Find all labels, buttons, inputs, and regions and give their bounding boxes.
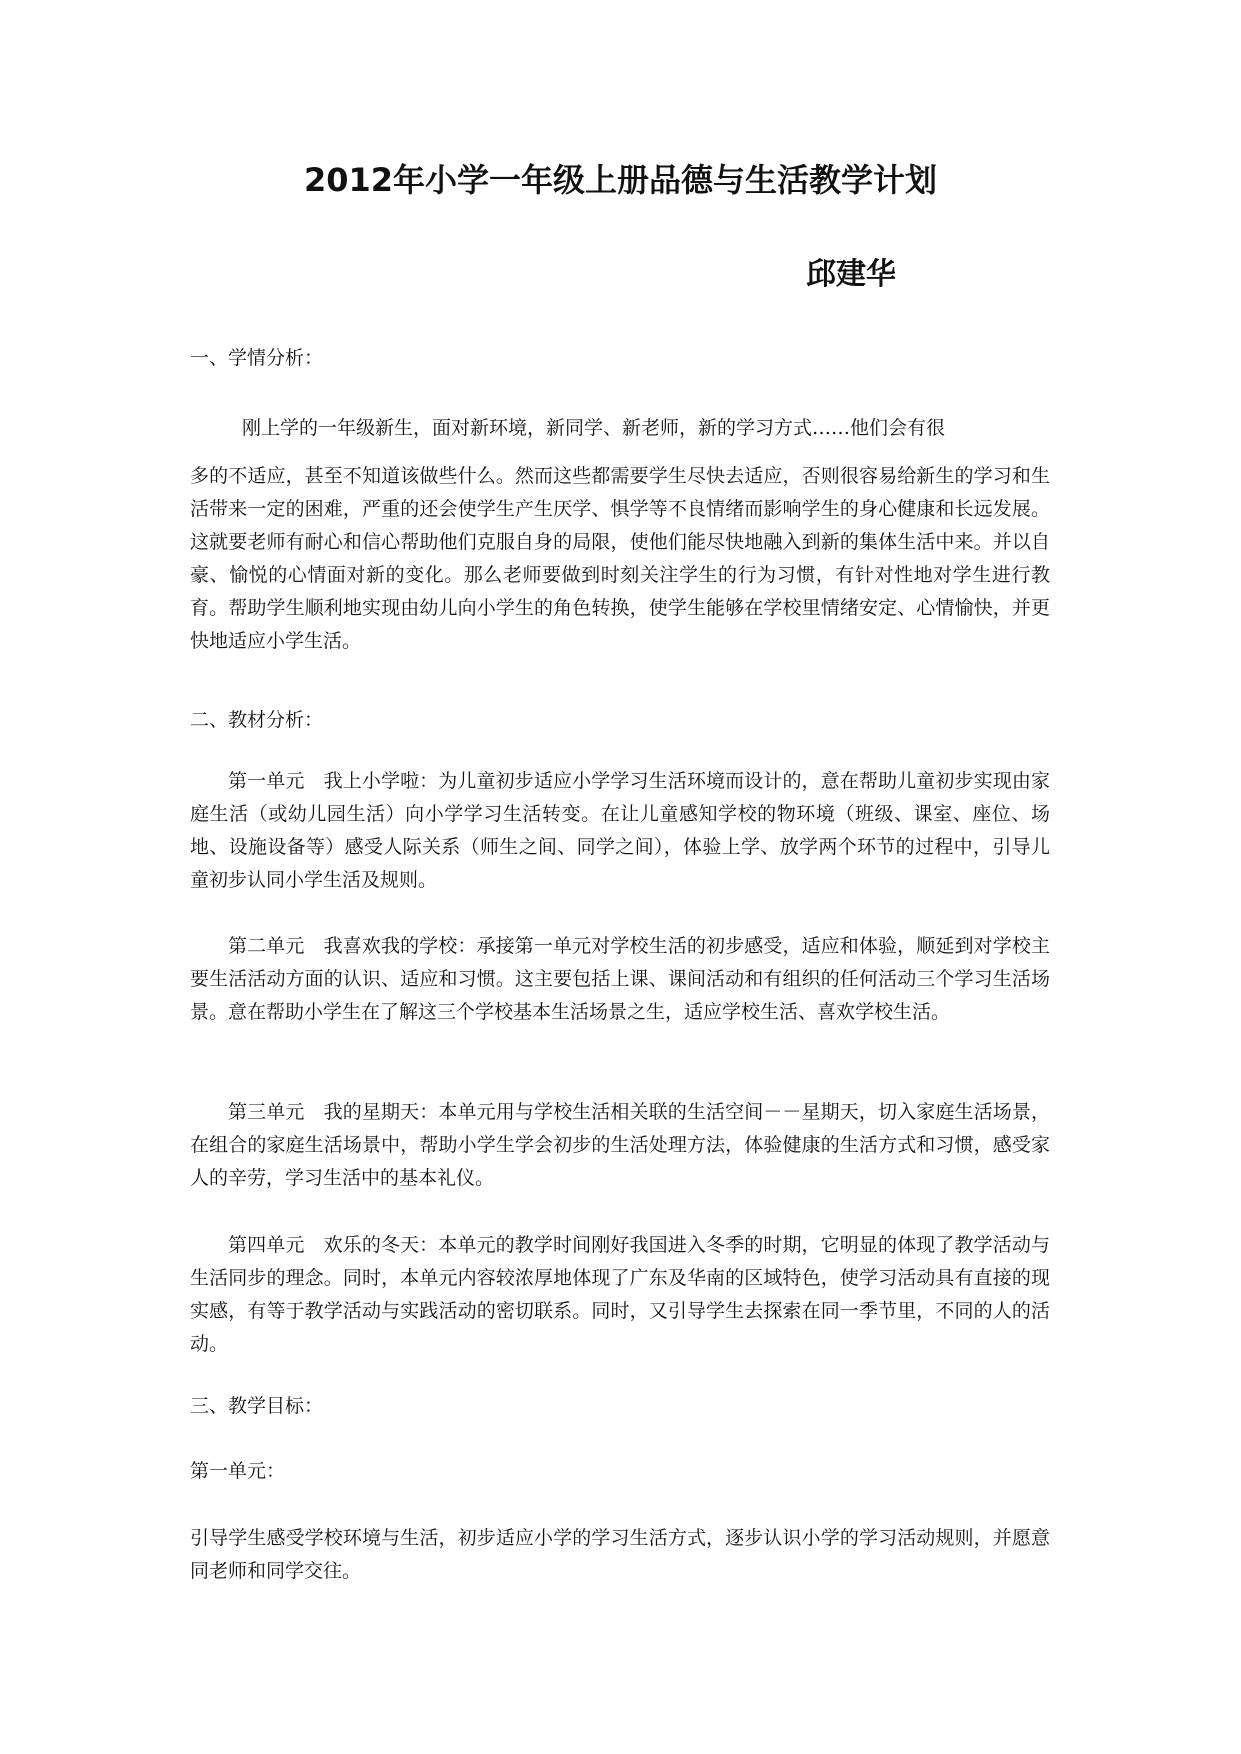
subheading-unit-1: 第一单元： bbox=[190, 1460, 286, 1482]
paragraph-unit-2: 第二单元 我喜欢我的学校：承接第一单元对学校生活的初步感受，适应和体验，顺延到对学校主要生活活动方面的认识、适应和习惯。这主要包括上课、课间活动和有组织的任何活动三个学习生活场景。意在帮助小学生在了解这三个学校基本生活场景之生，适应学校生活、喜欢学校生活。 bbox=[190, 935, 1050, 1023]
author-name: 邱建华 bbox=[806, 257, 896, 292]
paragraph-unit-4: 第四单元 欢乐的冬天：本单元的教学时间刚好我国进入冬季的时期，它明显的体现了教学活动与生活同步的理念。同时，本单元内容较浓厚地体现了广东及华南的区域特色，使学习活动具有直接的现实感，有等于教学活动与实践活动的密切联系。同时，又引导学生去探索在同一季节里，不同的人的活动。 bbox=[190, 1234, 1050, 1355]
paragraph-learning-analysis-first-line: 刚上学的一年级新生，面对新环境，新同学、新老师，新的学习方式……他们会有很 bbox=[242, 417, 946, 439]
paragraph-unit-1: 第一单元 我上小学啦：为儿童初步适应小学学习生活环境而设计的，意在帮助儿童初步实现由家庭生活（或幼儿园生活）向小学学习生活转变。在让儿童感知学校的物环境（班级、课室、座位、场地、设施设备等）感受人际关系（师生之间、同学之间），体验上学、放学两个环节的过程中，引导儿童初步认同小学生活及规则。 bbox=[190, 770, 1050, 891]
paragraph-learning-analysis: 多的不适应，甚至不知道该做些什么。然而这些都需要学生尽快去适应，否则很容易给新生的学习和生活带来一定的困难，严重的还会使学生产生厌学、惧学等不良情绪而影响学生的身心健康和长远发展。这就要老师有耐心和信心帮助他们克服自身的局限，使他们能尽快地融入到新的集体生活中来。并以自豪、愉悦的心情面对新的变化。那么老师要做到时刻关注学生的行为习惯，有针对性地对学生进行教育。帮助学生顺利地实现由幼儿向小学生的角色转换，使学生能够在学校里情绪安定、心情愉快，并更快地适应小学生活。 bbox=[190, 465, 1050, 652]
section-heading-textbook-analysis: 二、教材分析： bbox=[190, 709, 324, 731]
paragraph-unit-3: 第三单元 我的星期天：本单元用与学校生活相关联的生活空间－－星期天，切入家庭生活场景，在组合的家庭生活场景中，帮助小学生学会初步的生活处理方法，体验健康的生活方式和习惯，感受家人的辛劳，学习生活中的基本礼仪。 bbox=[190, 1101, 1050, 1189]
section-heading-teaching-goals: 三、教学目标： bbox=[190, 1395, 324, 1417]
section-heading-learning-analysis: 一、学情分析： bbox=[190, 347, 324, 369]
document-title: 2012年小学一年级上册品德与生活教学计划 bbox=[303, 161, 938, 199]
paragraph-goal-unit-1: 引导学生感受学校环境与生活，初步适应小学的学习生活方式，逐步认识小学的学习活动规则，并愿意同老师和同学交往。 bbox=[190, 1527, 1050, 1582]
